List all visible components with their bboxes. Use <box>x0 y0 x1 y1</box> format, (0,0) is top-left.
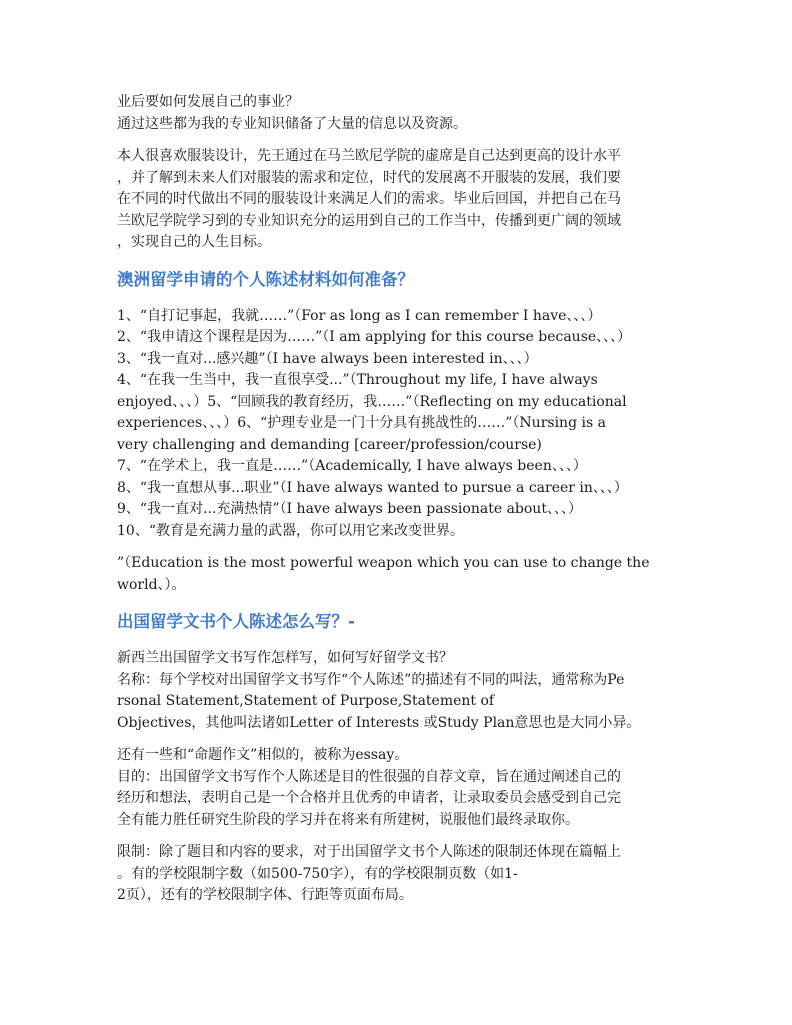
text-line: 本人很喜欢服装设计，先王通过在马兰欧尼学院的虚席是自己达到更高的设计水平 <box>117 148 621 164</box>
text-line: 9、“我一直对...充满热情”（I have always been passionate about、、、） <box>117 501 582 517</box>
text-line: 通过这些都为我的专业知识储备了大量的信息以及资源。 <box>117 115 467 132</box>
text-line: very challenging and demanding [career/profession/course) <box>117 436 542 453</box>
text-line: experiences、、、）6、“护理专业是一门十分具有挑战性的……”（Nursing is a <box>117 415 606 431</box>
text-line: Objectives，其他叫法诸如Letter of Interests 或Study Plan意思也是大同小异。 <box>117 714 641 731</box>
text-line: 新西兰出国留学文书写作怎样写，如何写好留学文书？ <box>117 650 453 666</box>
text-line: 8、“我一直想从事...职业”（I have always wanted to pursue a career in、、、） <box>117 479 628 496</box>
text-line: 在不同的时代做出不同的服装设计来满足人们的需求。毕业后回国，并把自己在马 <box>117 191 621 207</box>
text-line: 10、“教育是充满力量的武器，你可以用它来改变世界。 <box>117 522 464 539</box>
text-line: 经历和想法，表明自己是一个合格并且优秀的申请者，让录取委员会感受到自己完 <box>117 790 621 806</box>
heading-how-to-write: 出国留学文书个人陈述怎么写？- <box>117 612 355 631</box>
text-line: 1、“自打记事起，我就……”（For as long as I can remember I have、、、） <box>117 307 602 324</box>
paragraph-opening-phrases <box>117 306 677 543</box>
text-line: 兰欧尼学院学习到的专业知识充分的运用到自己的工作当中，传播到更广阔的领域 <box>117 212 621 229</box>
text-line: 4、“在我一生当中，我一直很享受...”（Throughout my life, I have always <box>117 372 598 388</box>
text-line: ”（Education is the most powerful weapon which you can use to change the <box>117 555 650 571</box>
text-line: rsonal Statement,Statement of Purpose,Statement of <box>117 693 495 709</box>
text-line: ，实现自己的人生目标。 <box>117 234 271 250</box>
text-line: 2、“我申请这个课程是因为……”（I am applying for this course because、、、） <box>117 329 632 345</box>
text-line: 目的：出国留学文书写作个人陈述是目的性很强的自荐文章，旨在通过阐述自己的 <box>117 768 621 785</box>
paragraph-limits <box>117 842 677 907</box>
paragraph-name-definition <box>117 648 677 734</box>
paragraph-purpose <box>117 745 677 831</box>
text-line: ，并了解到未来人们对服装的需求和定位，时代的发展离不开服装的发展，我们要 <box>117 169 621 186</box>
text-line: world、）。 <box>117 576 186 593</box>
text-line: enjoyed、、、）5、“回顾我的教育经历，我……”（Reflecting on my educational <box>117 393 627 410</box>
paragraph-fashion-design <box>117 146 677 254</box>
text-line: 业后要如何发展自己的事业？ <box>117 94 299 110</box>
text-line: 7、“在学术上，我一直是……”（Academically, I have always been、、、） <box>117 458 587 474</box>
paragraph-education-quote <box>117 553 677 596</box>
text-line: 还有一些和“命题作文”相似的，被称为essay。 <box>117 747 409 763</box>
document-page <box>117 92 677 907</box>
text-line: 名称：每个学校对出国留学文书写作“个人陈述”的描述有不同的叫法，通常称为Pe <box>117 671 625 688</box>
text-line: 。有的学校限制字数（如500-750字），有的学校限制页数（如1- <box>117 865 518 882</box>
text-line: 全有能力胜任研究生阶段的学习并在将来有所建树，说服他们最终录取你。 <box>117 811 579 828</box>
heading-australia-statement: 澳洲留学申请的个人陈述材料如何准备？ <box>117 269 414 289</box>
text-line: 2页），还有的学校限制字体、行距等页面布局。 <box>117 887 413 903</box>
paragraph-career-plan <box>117 92 677 135</box>
text-line: 限制：除了题目和内容的要求，对于出国留学文书个人陈述的限制还体现在篇幅上 <box>117 844 621 860</box>
text-line: 3、“我一直对...感兴趣”（I have always been interested in、、、） <box>117 350 538 367</box>
